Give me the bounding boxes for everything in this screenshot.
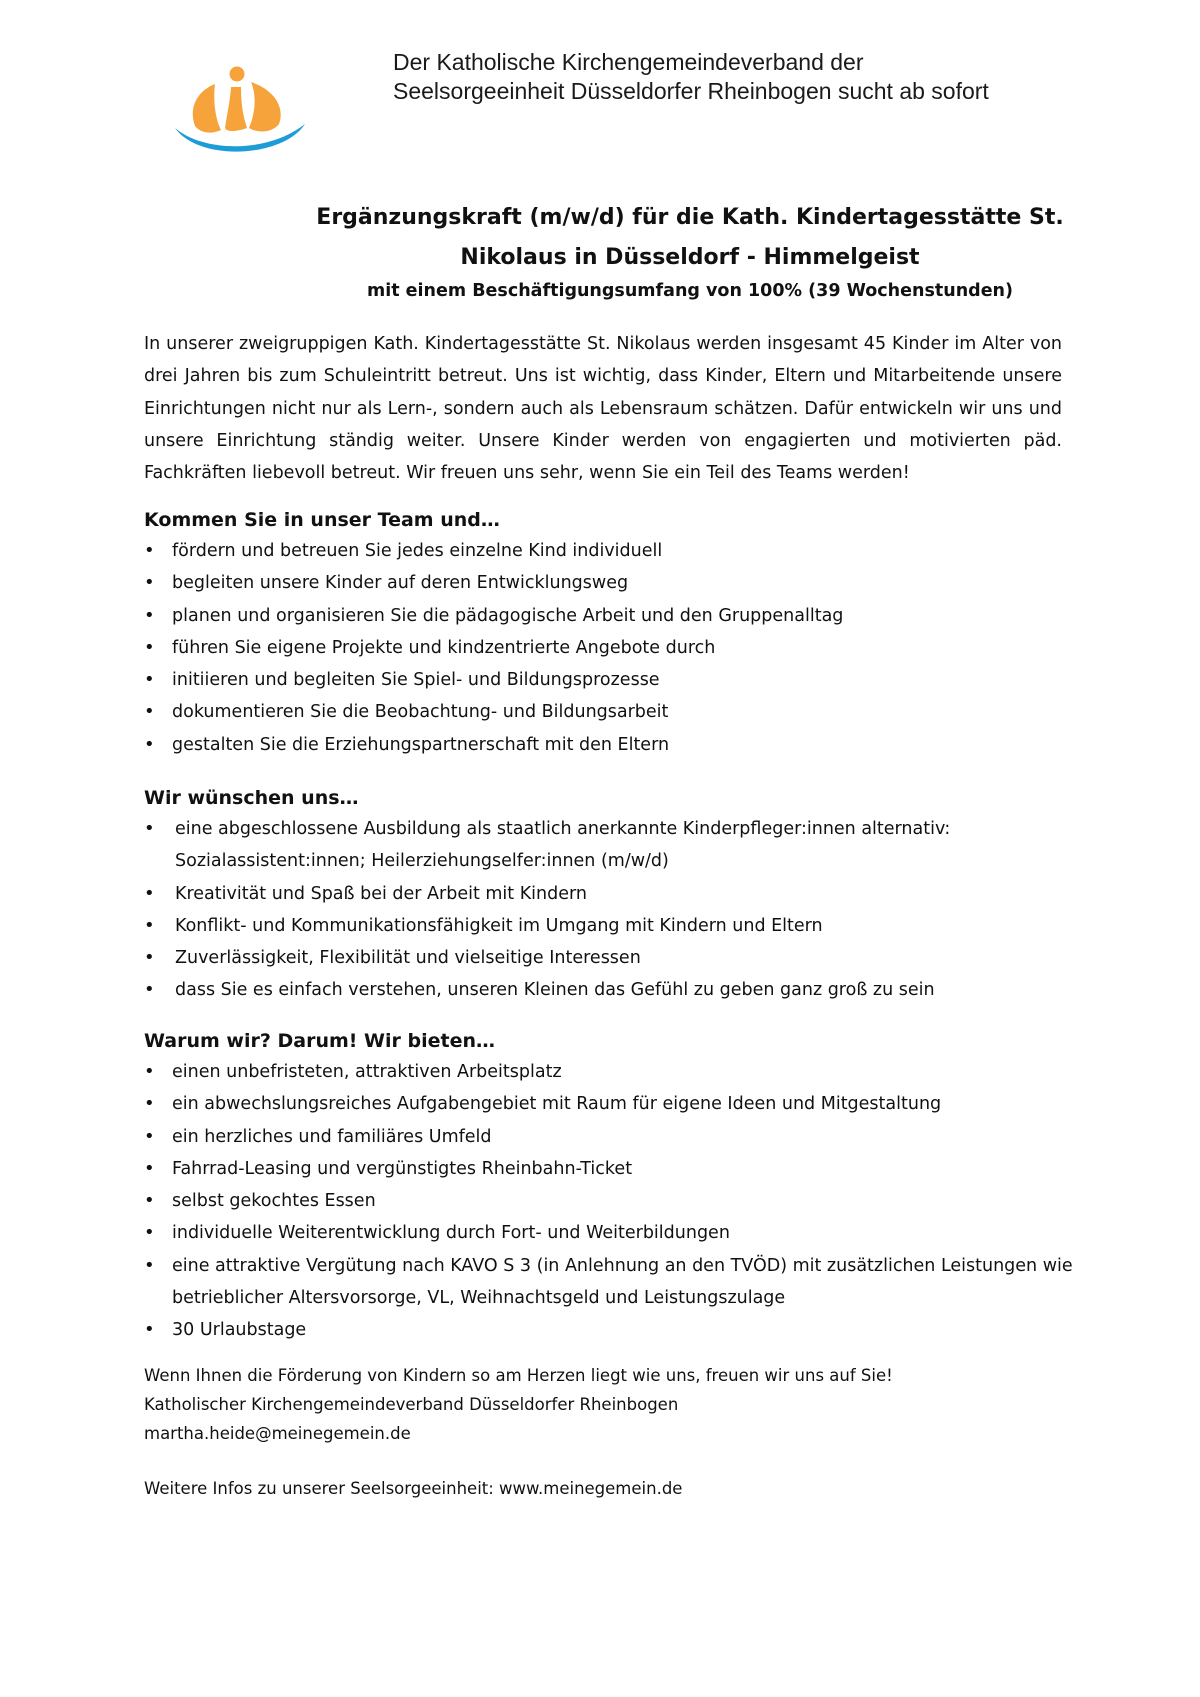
organization-line-1: Der Katholische Kirchengemeindeverband der <box>393 49 864 75</box>
job-title <box>300 198 1080 278</box>
bullet-list <box>144 813 1074 1007</box>
list-item: • Kreativität und Spaß bei der Arbeit mit Kindern <box>144 878 1074 910</box>
list-item: • dass Sie es einfach verstehen, unseren Kleinen das Gefühl zu geben ganz groß zu sein <box>144 974 1074 1006</box>
organization-line-2: Seelsorgeeinheit Düsseldorfer Rheinbogen sucht ab sofort <box>393 78 989 104</box>
list-item: • Konflikt- und Kommunikationsfähigkeit im Umgang mit Kindern und Eltern <box>144 910 1074 942</box>
list-item: • eine attraktive Vergütung nach KAVO S 3 (in Anlehnung an den TVÖD) mit zusätzlichen Leistungen wie betrieblicher Altersvorsorge, VL, Weihnachtsgeld und Leistungszulage <box>144 1250 1074 1315</box>
list-item: • führen Sie eigene Projekte und kindzentrierte Angebote durch <box>144 632 1074 664</box>
section-heading: Warum wir? Darum! Wir bieten… <box>144 1030 495 1052</box>
list-item: • Zuverlässigkeit, Flexibilität und vielseitige Interessen <box>144 942 1074 974</box>
list-item: • fördern und betreuen Sie jedes einzelne Kind individuell <box>144 535 1074 567</box>
list-item: • ein herzliches und familiäres Umfeld <box>144 1121 1074 1153</box>
closing-organization: Katholischer Kirchengemeindeverband Düsseldorfer Rheinbogen <box>144 1395 679 1414</box>
list-item: • individuelle Weiterentwicklung durch Fort- und Weiterbildungen <box>144 1217 1074 1249</box>
bullet-list <box>144 1056 1074 1347</box>
section-requirements <box>144 783 1074 1007</box>
list-item: • eine abgeschlossene Ausbildung als staatlich anerkannte Kinderpfleger:innen alternativ: Sozialassistent:innen; Heilerziehungselfer:innen (m/w/d) <box>144 813 1074 878</box>
church-logo-icon <box>175 66 305 164</box>
job-title-line-1: Ergänzungskraft (m/w/d) für die Kath. Kindertagesstätte St. <box>316 205 1064 230</box>
list-item: • einen unbefristeten, attraktiven Arbeitsplatz <box>144 1056 1074 1088</box>
intro-paragraph: In unserer zweigruppigen Kath. Kindertagesstätte St. Nikolaus werden insgesamt 45 Kinder im Alter von drei Jahren bis zum Schuleintritt betreut. Uns ist wichtig, dass Kinder, Eltern und Mitarbeitende unsere Einrichtungen nicht nur als Lern-, sondern auch als Lebensraum schätzen. Dafür entwickeln wir uns und unsere Einrichtung ständig weiter. Unsere Kinder werden von engagierten und motivierten päd. Fachkräften liebevoll betreut. Wir freuen uns sehr, wenn Sie ein Teil des Teams werden! <box>144 334 1062 484</box>
job-title-line-2: Nikolaus in Düsseldorf - Himmelgeist <box>460 245 920 270</box>
section-benefits <box>144 1026 1074 1347</box>
list-item: • 30 Urlaubstage <box>144 1314 1074 1346</box>
bullet-list <box>144 535 1074 761</box>
section-team <box>144 505 1074 761</box>
list-item: • dokumentieren Sie die Beobachtung- und Bildungsarbeit <box>144 696 1074 728</box>
job-subtitle: mit einem Beschäftigungsumfang von 100% (39 Wochenstunden) <box>366 281 1014 301</box>
list-item: • Fahrrad-Leasing und vergünstigtes Rheinbahn-Ticket <box>144 1153 1074 1185</box>
organization-header <box>393 48 1153 106</box>
list-item: • ein abwechslungsreiches Aufgabengebiet mit Raum für eigene Ideen und Mitgestaltung <box>144 1088 1074 1120</box>
closing-line: Wenn Ihnen die Förderung von Kindern so am Herzen liegt wie uns, freuen wir uns auf Sie! <box>144 1366 893 1385</box>
closing-block <box>144 1361 1074 1448</box>
section-heading: Kommen Sie in unser Team und… <box>144 509 500 531</box>
contact-email[interactable]: martha.heide@meinegemein.de <box>144 1424 411 1443</box>
list-item: • gestalten Sie die Erziehungspartnerschaft mit den Eltern <box>144 729 1074 761</box>
list-item: • begleiten unsere Kinder auf deren Entwicklungsweg <box>144 567 1074 599</box>
list-item: • initiieren und begleiten Sie Spiel- und Bildungsprozesse <box>144 664 1074 696</box>
list-item: • selbst gekochtes Essen <box>144 1185 1074 1217</box>
more-info-link[interactable]: Weitere Infos zu unserer Seelsorgeeinheit: www.meinegemein.de <box>144 1479 683 1498</box>
section-heading: Wir wünschen uns… <box>144 787 359 809</box>
list-item: • planen und organisieren Sie die pädagogische Arbeit und den Gruppenalltag <box>144 600 1074 632</box>
